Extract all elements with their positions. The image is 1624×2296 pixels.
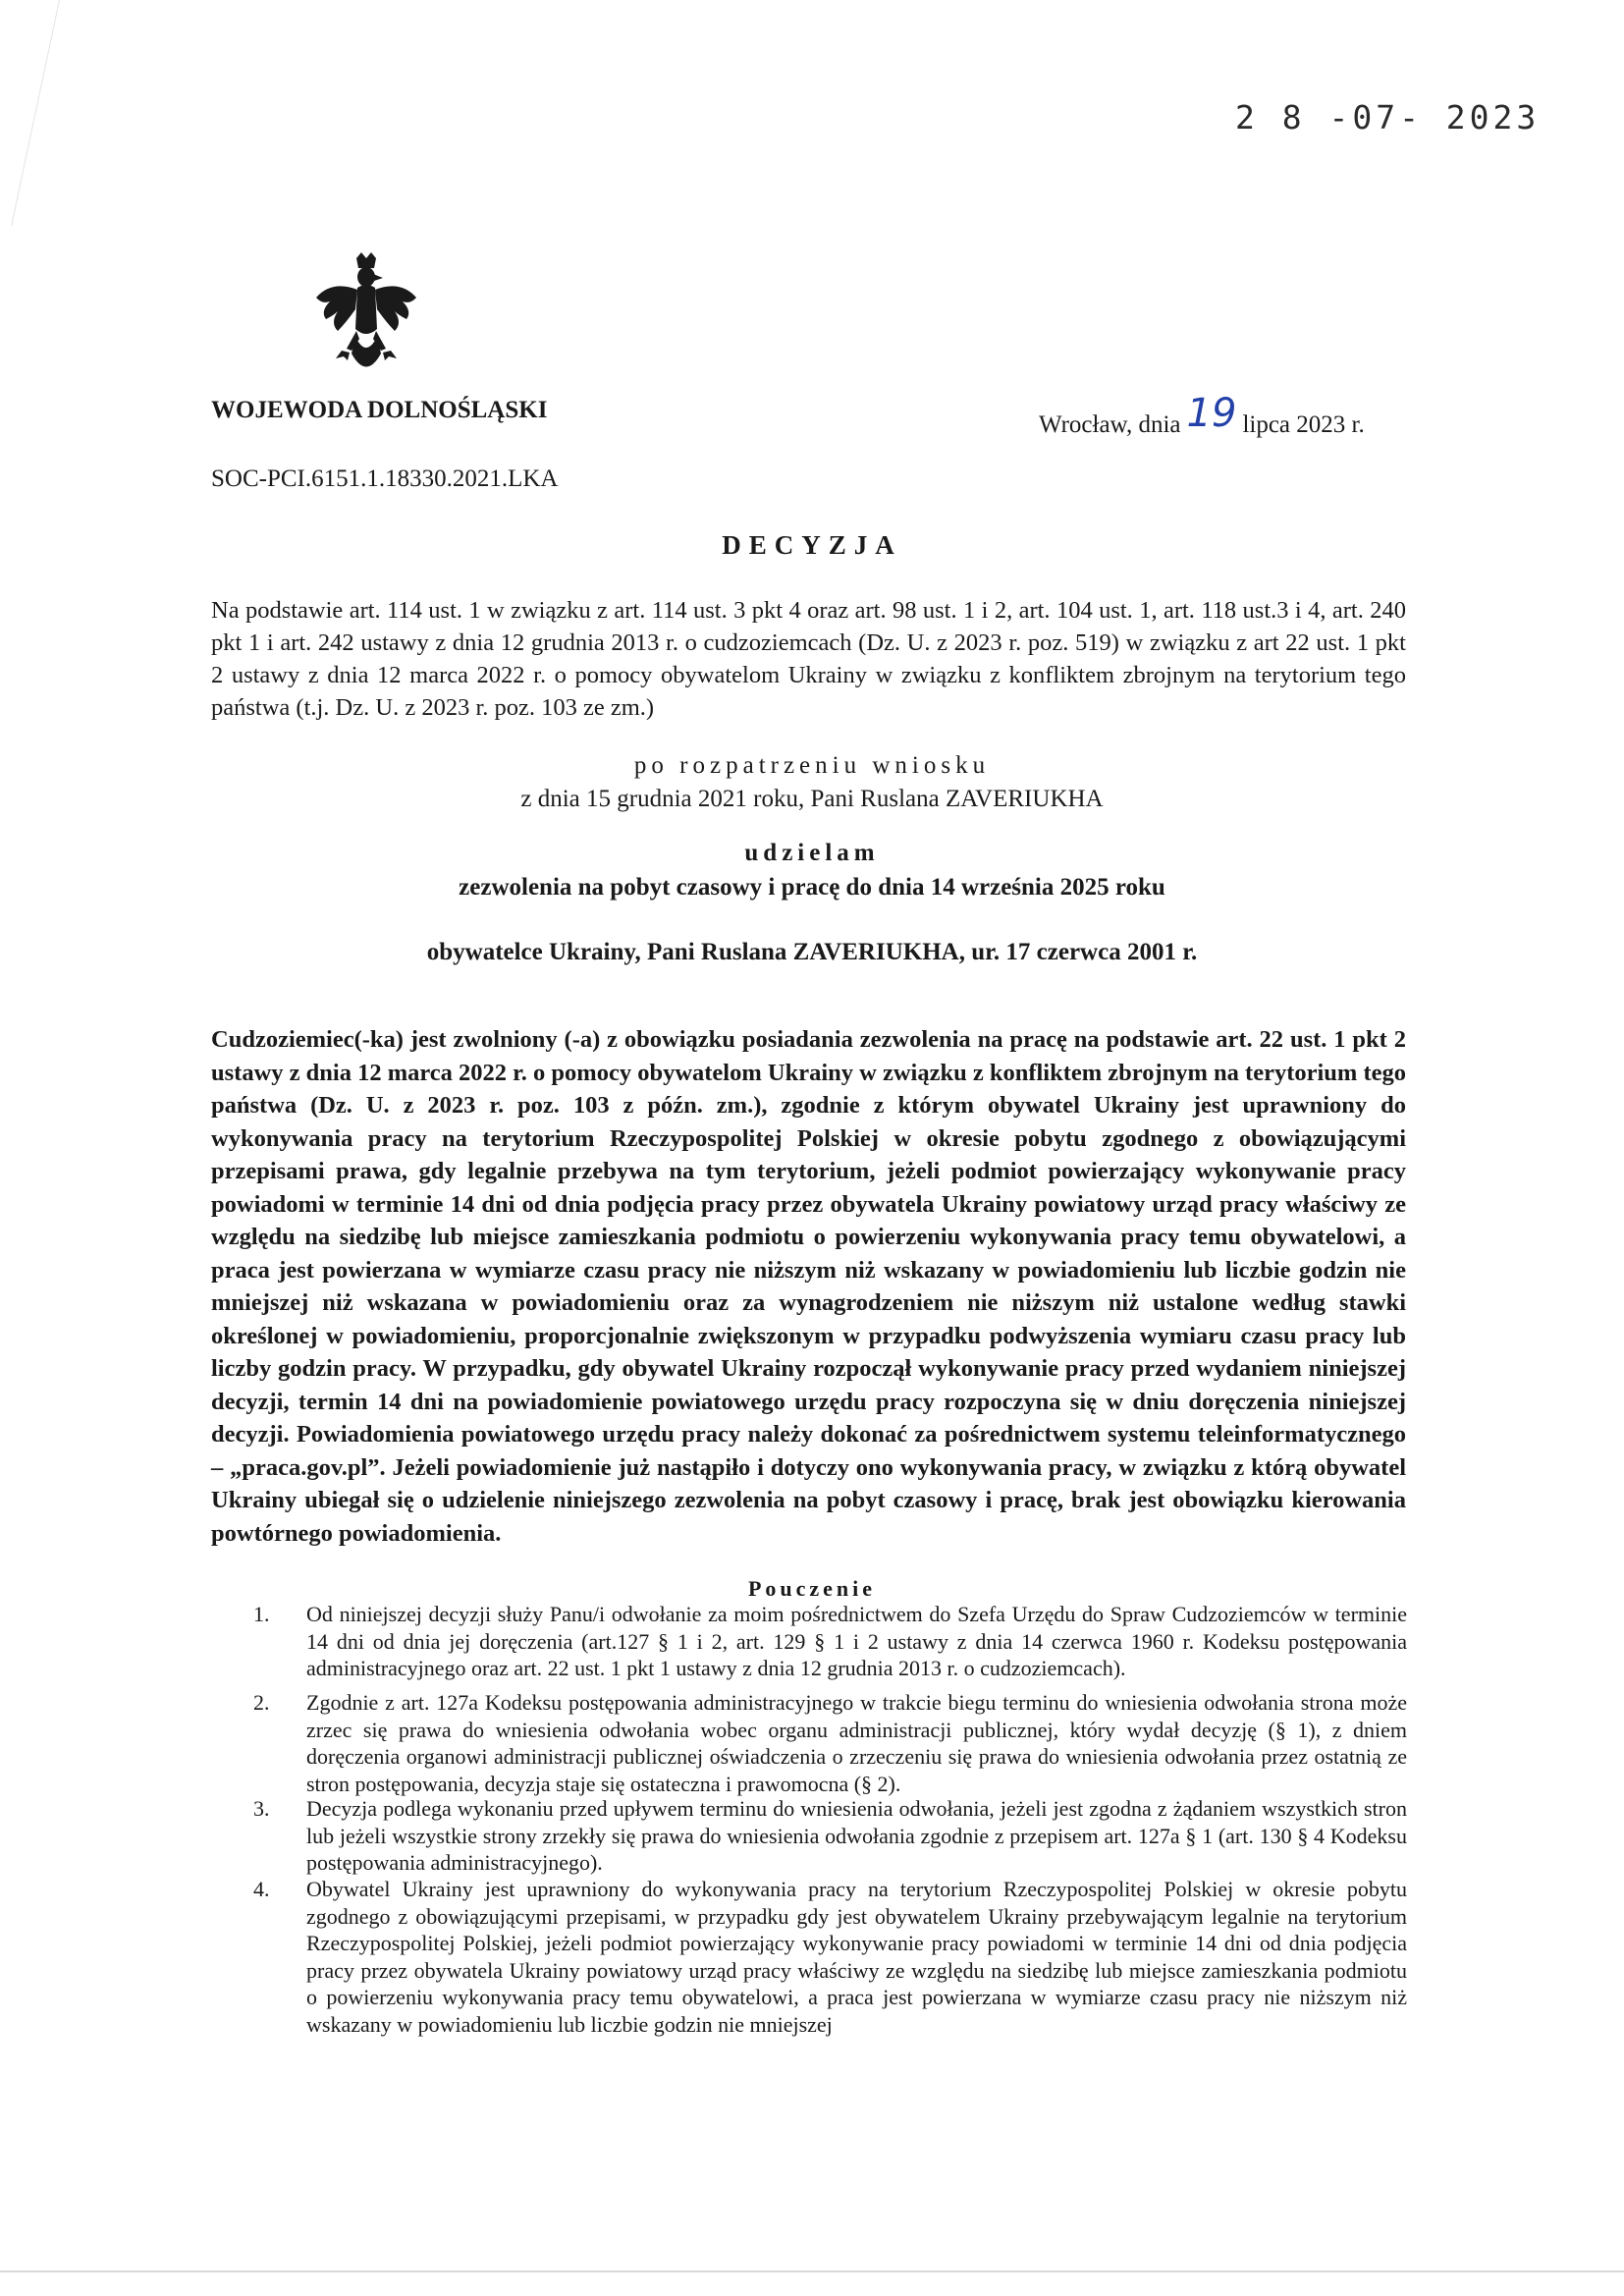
application-heading: po rozpatrzeniu wniosku: [633, 752, 991, 779]
permit-recipient: obywatelce Ukrainy, Pani Ruslana ZAVERIUKHA, ur. 17 czerwca 2001 r.: [426, 939, 1198, 965]
instructions-heading: Pouczenie: [747, 1576, 877, 1601]
place-and-date: [1039, 391, 1365, 442]
work-exemption-paragraph: Cudzoziemiec(-ka) jest zwolniony (-a) z obowiązku posiadania zezwolenia na pracę na podstawie art. 22 ust. 1 pkt 2 ustawy z dnia 12 marca 2022 r. o pomocy obywatelom Ukrainy w związku z konfliktem zbrojnym na terytorium tego państwa (Dz. U. z 2023 r. poz. 103 z późn. zm.), zgodnie z którym obywatel Ukrainy jest uprawniony do wykonywania pracy na terytorium Rzeczypospolitej Polskiej w okresie pobytu zgodnego z obowiązującymi przepisami prawa, gdy legalnie przebywa na tym terytorium, jeżeli podmiot powierzający wykonywanie pracy powiadomi w terminie 14 dni od dnia podjęcia pracy przez obywatela Ukrainy powiatowy urząd pracy właściwy ze względu na siedzibę lub miejsce zamieszkania podmiotu o powierzeniu wykonywania pracy temu obywatelowi, a praca jest powierzana w wymiarze czasu pracy nie niższym niż wskazany w powiadomieniu lub liczbie godzin nie mniejszej niż wskazana w powiadomieniu oraz za wynagrodzeniem nie niższym niż ustalone według stawki określonej w powiadomieniu, proporcjonalnie zwiększonym w przypadku podwyższenia wymiaru czasu pracy lub liczby godzin pracy. W przypadku, gdy obywatel Ukrainy rozpoczął wykonywanie pracy przed wydaniem niniejszej decyzji, termin 14 dni na powiadomienie powiatowego urzędu pracy rozpoczyna się w dniu doręczenia niniejszej decyzji. Powiadomienia powiatowego urzędu pracy należy dokonać za pośrednictwem systemu teleinformatycznego – „praca.gov.pl”. Jeżeli powiadomienie już nastąpiło i dotyczy ono wykonywania pracy, w związku z którą obywatel Ukrainy ubiegał się o udzielenie niniejszego zezwolenia na pobyt czasowy i pracę, brak jest obowiązku kierowania powtórnego powiadomienia.: [211, 1026, 1406, 1547]
case-reference-number: SOC-PCI.6151.1.18330.2021.LKA: [211, 465, 559, 492]
date-suffix: lipca 2023 r.: [1242, 411, 1365, 438]
instruction-item: [253, 1601, 1407, 1682]
application-detail: z dnia 15 grudnia 2021 roku, Pani Ruslana ZAVERIUKHA: [520, 786, 1104, 812]
paper-fold-line: [0, 0, 60, 226]
instruction-text: Zgodnie z art. 127a Kodeksu postępowania administracyjnego w trakcie biegu terminu do wniesienia odwołania strona może zrzec się prawa do wniesienia odwołania wobec organu administracji publicznej, który wydał decyzję (§ 1), z dniem doręczenia organowi administracji publicznej oświadczenia o zrzeczeniu się prawa do wniesienia odwołania przez ostatnią ze stron postępowania, decyzja staje się ostateczna i prawomocna (§ 2).: [306, 1690, 1407, 1796]
instruction-item: [253, 1689, 1407, 1797]
decision-title: DECYZJA: [722, 530, 902, 560]
instruction-number: 3.: [253, 1796, 270, 1821]
polish-eagle-emblem: [312, 250, 420, 383]
permit-description: zezwolenia na pobyt czasowy i pracę do dnia 14 września 2025 roku: [459, 874, 1165, 901]
instruction-text: Decyzja podlega wykonaniu przed upływem terminu do wniesienia odwołania, jeżeli jest zgodna z żądaniem wszystkich stron lub jeżeli wszystkie strony zrzekły się prawa do wniesienia odwołania zgodnie z przepisem art. 127a § 1 (art. 130 § 4 Kodeksu postępowania administracyjnego).: [306, 1796, 1407, 1875]
instruction-item: [253, 1876, 1407, 2038]
grant-heading: udzielam: [744, 840, 880, 866]
issuing-authority: WOJEWODA DOLNOŚLĄSKI: [211, 397, 548, 423]
date-prefix: Wrocław, dnia: [1039, 411, 1181, 438]
handwritten-day: 19: [1186, 391, 1237, 436]
legal-basis-paragraph: Na podstawie art. 114 ust. 1 w związku z art. 114 ust. 3 pkt 4 oraz art. 98 ust. 1 i 2, art. 104 ust. 1, art. 118 ust.3 i 4, art. 240 pkt 1 i art. 242 ustawy z dnia 12 grudnia 2013 r. o cudzoziemcach (Dz. U. z 2023 r. poz. 519) w związku z art 22 ust. 1 pkt 2 ustawy z dnia 12 marca 2022 r. o pomocy obywatelom Ukrainy w związku z konfliktem zbrojnym na terytorium tego państwa (t.j. Dz. U. z 2023 r. poz. 103 ze zm.): [211, 597, 1406, 721]
instruction-number: 2.: [253, 1690, 270, 1715]
received-date-stamp: 2 8 -07- 2023: [1235, 98, 1541, 137]
instruction-number: 1.: [253, 1602, 270, 1626]
instruction-text: Obywatel Ukrainy jest uprawniony do wykonywania pracy na terytorium Rzeczypospolitej Polskiej w okresie pobytu zgodnego z obowiązującymi przepisami, w przypadku gdy jest obywatelem Ukrainy przebywającym legalnie na terytorium Rzeczypospolitej Polskiej, jeżeli podmiot powierzający wykonywanie pracy powiadomi w terminie 14 dni od dnia podjęcia pracy przez obywatela Ukrainy powiatowy urząd pracy właściwy ze względu na siedzibę lub miejsce zamieszkania podmiotu o powierzeniu wykonywania pracy temu obywatelowi, a praca jest powierzana w wymiarze czasu pracy nie niższym niż wskazany w powiadomieniu lub liczbie godzin nie mniejszej: [306, 1877, 1407, 2037]
instruction-number: 4.: [253, 1877, 270, 1901]
instruction-item: [253, 1795, 1407, 1877]
instruction-text: Od niniejszej decyzji służy Panu/i odwołanie za moim pośrednictwem do Szefa Urzędu do Spraw Cudzoziemców w terminie 14 dni od dnia jej doręczenia (art.127 § 1 i 2, art. 129 § 1 i 2 ustawy z dnia 14 czerwca 1960 r. Kodeksu postępowania administracyjnego oraz art. 22 ust. 1 pkt 1 ustawy z dnia 12 grudnia 2013 r. o cudzoziemcach).: [306, 1602, 1407, 1680]
scan-bottom-edge: [0, 2270, 1624, 2272]
